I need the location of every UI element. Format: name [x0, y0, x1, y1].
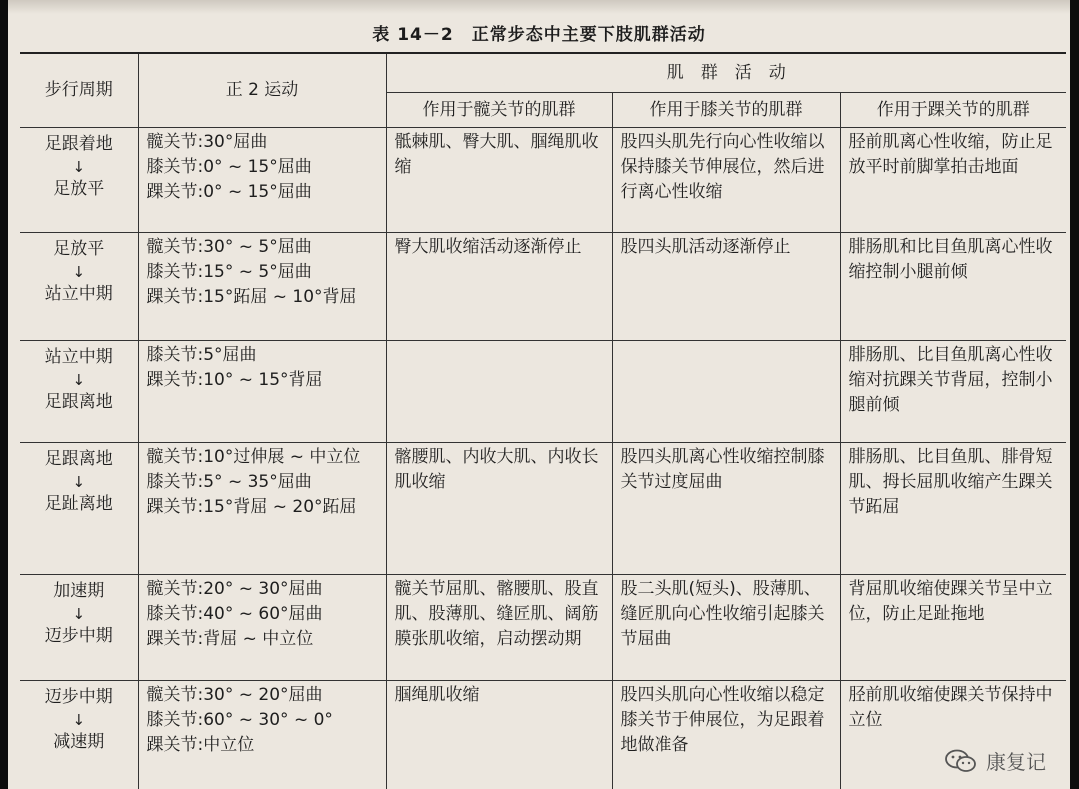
- ankle-muscles-cell: 胫前肌离心性收缩，防止足放平时前脚掌拍击地面: [840, 128, 1066, 233]
- knee-muscles-cell: 股四头肌活动逐渐停止: [612, 233, 840, 341]
- knee-muscles-cell: 股四头肌向心性收缩以稳定膝关节于伸展位，为足跟着地做准备: [612, 681, 840, 789]
- wechat-watermark: [944, 746, 1046, 775]
- joint-line: 膝关节:5°屈曲: [146, 345, 257, 365]
- hip-muscles-cell: 髂腰肌、内收大肌、内收长肌收缩: [386, 443, 612, 575]
- joint-motion-cell: [138, 575, 386, 681]
- knee-muscles-cell: 股四头肌离心性收缩控制膝关节过度屈曲: [612, 443, 840, 575]
- table-caption: 表 14－2 正常步态中主要下肢肌群活动: [372, 25, 706, 45]
- ankle-muscles-cell: 腓肠肌和比目鱼肌离心性收缩控制小腿前倾: [840, 233, 1066, 341]
- period-start: 站立中期: [44, 347, 113, 367]
- joint-line: 膝关节:0° ~ 15°屈曲: [146, 157, 312, 177]
- header-period: 步行周期: [20, 53, 138, 128]
- table-row: [20, 575, 1066, 681]
- header-joint-motion: 正 2 运动: [138, 53, 386, 128]
- period-end: 足跟离地: [44, 392, 113, 412]
- period-end: 迈步中期: [44, 626, 113, 646]
- period-cell: [20, 443, 138, 575]
- ankle-muscles-cell: 腓肠肌、比目鱼肌、腓骨短肌、拇长屈肌收缩产生踝关节跖屈: [840, 443, 1066, 575]
- period-start: 迈步中期: [44, 687, 113, 707]
- period-end: 减速期: [53, 732, 105, 752]
- period-start: 足跟着地: [44, 134, 113, 154]
- joint-line: 踝关节:0° ~ 15°屈曲: [146, 182, 312, 202]
- period-start: 足跟离地: [44, 449, 113, 469]
- header-hip: 作用于髋关节的肌群: [386, 93, 612, 128]
- period-end: 站立中期: [44, 284, 113, 304]
- previous-text-bleed: [8, 0, 1070, 14]
- header-muscle-activity: 肌 群 活 动: [386, 53, 1066, 93]
- joint-line: 踝关节:15°背屈 ~ 20°跖屈: [146, 497, 357, 517]
- table-row: [20, 681, 1066, 789]
- table-row: [20, 233, 1066, 341]
- table-row: [20, 443, 1066, 575]
- joint-motion-cell: [138, 681, 386, 789]
- joint-line: 踝关节:15°跖屈 ~ 10°背屈: [146, 287, 357, 307]
- period-cell: [20, 681, 138, 789]
- joint-motion-cell: [138, 443, 386, 575]
- header-ankle: 作用于踝关节的肌群: [840, 93, 1066, 128]
- page-scan: [8, 0, 1070, 789]
- ankle-muscles-cell: 胫前肌收缩使踝关节保持中立位: [840, 681, 1066, 789]
- joint-line: 髋关节:30°屈曲: [146, 132, 268, 152]
- period-cell: [20, 128, 138, 233]
- knee-muscles-cell: 股二头肌(短头)、股薄肌、缝匠肌向心性收缩引起膝关节屈曲: [612, 575, 840, 681]
- joint-line: 踝关节:10° ~ 15°背屈: [146, 370, 323, 390]
- down-arrow-icon: ↓: [72, 711, 86, 729]
- joint-line: 膝关节:40° ~ 60°屈曲: [146, 604, 323, 624]
- table-row: [20, 341, 1066, 443]
- down-arrow-icon: ↓: [72, 473, 86, 491]
- table-row: [20, 128, 1066, 233]
- watermark-text: 康复记: [986, 750, 1046, 774]
- knee-muscles-cell: [612, 341, 840, 443]
- down-arrow-icon: ↓: [72, 158, 86, 176]
- hip-muscles-cell: 髋关节屈肌、髂腰肌、股直肌、股薄肌、缝匠肌、阔筋膜张肌收缩，启动摆动期: [386, 575, 612, 681]
- ankle-muscles-cell: 背屈肌收缩使踝关节呈中立位，防止足趾拖地: [840, 575, 1066, 681]
- joint-line: 髋关节:30° ~ 5°屈曲: [146, 237, 312, 257]
- joint-motion-cell: [138, 341, 386, 443]
- wechat-icon: [944, 749, 978, 773]
- joint-line: 膝关节:5° ~ 35°屈曲: [146, 472, 312, 492]
- period-cell: [20, 341, 138, 443]
- joint-line: 膝关节:15° ~ 5°屈曲: [146, 262, 312, 282]
- period-start: 加速期: [53, 581, 105, 601]
- hip-muscles-cell: [386, 341, 612, 443]
- ankle-muscles-cell: 腓肠肌、比目鱼肌离心性收缩对抗踝关节背屈，控制小腿前倾: [840, 341, 1066, 443]
- joint-line: 髋关节:10°过伸展 ~ 中立位: [146, 447, 361, 467]
- joint-line: 髋关节:30° ~ 20°屈曲: [146, 685, 323, 705]
- period-end: 足趾离地: [44, 494, 113, 514]
- hip-muscles-cell: 骶棘肌、臀大肌、腘绳肌收缩: [386, 128, 612, 233]
- period-start: 足放平: [53, 239, 105, 259]
- joint-motion-cell: [138, 128, 386, 233]
- period-cell: [20, 575, 138, 681]
- knee-muscles-cell: 股四头肌先行向心性收缩以保持膝关节伸展位，然后进行离心性收缩: [612, 128, 840, 233]
- period-end: 足放平: [53, 179, 105, 199]
- gait-muscle-table: [20, 52, 1066, 789]
- joint-motion-cell: [138, 233, 386, 341]
- header-knee: 作用于膝关节的肌群: [612, 93, 840, 128]
- down-arrow-icon: ↓: [72, 605, 86, 623]
- hip-muscles-cell: 臀大肌收缩活动逐渐停止: [386, 233, 612, 341]
- period-cell: [20, 233, 138, 341]
- joint-line: 膝关节:60° ~ 30° ~ 0°: [146, 710, 333, 730]
- joint-line: 踝关节:中立位: [146, 735, 255, 755]
- hip-muscles-cell: 腘绳肌收缩: [386, 681, 612, 789]
- joint-line: 髋关节:20° ~ 30°屈曲: [146, 579, 323, 599]
- joint-line: 踝关节:背屈 ~ 中立位: [146, 629, 314, 649]
- down-arrow-icon: ↓: [72, 371, 86, 389]
- down-arrow-icon: ↓: [72, 263, 86, 281]
